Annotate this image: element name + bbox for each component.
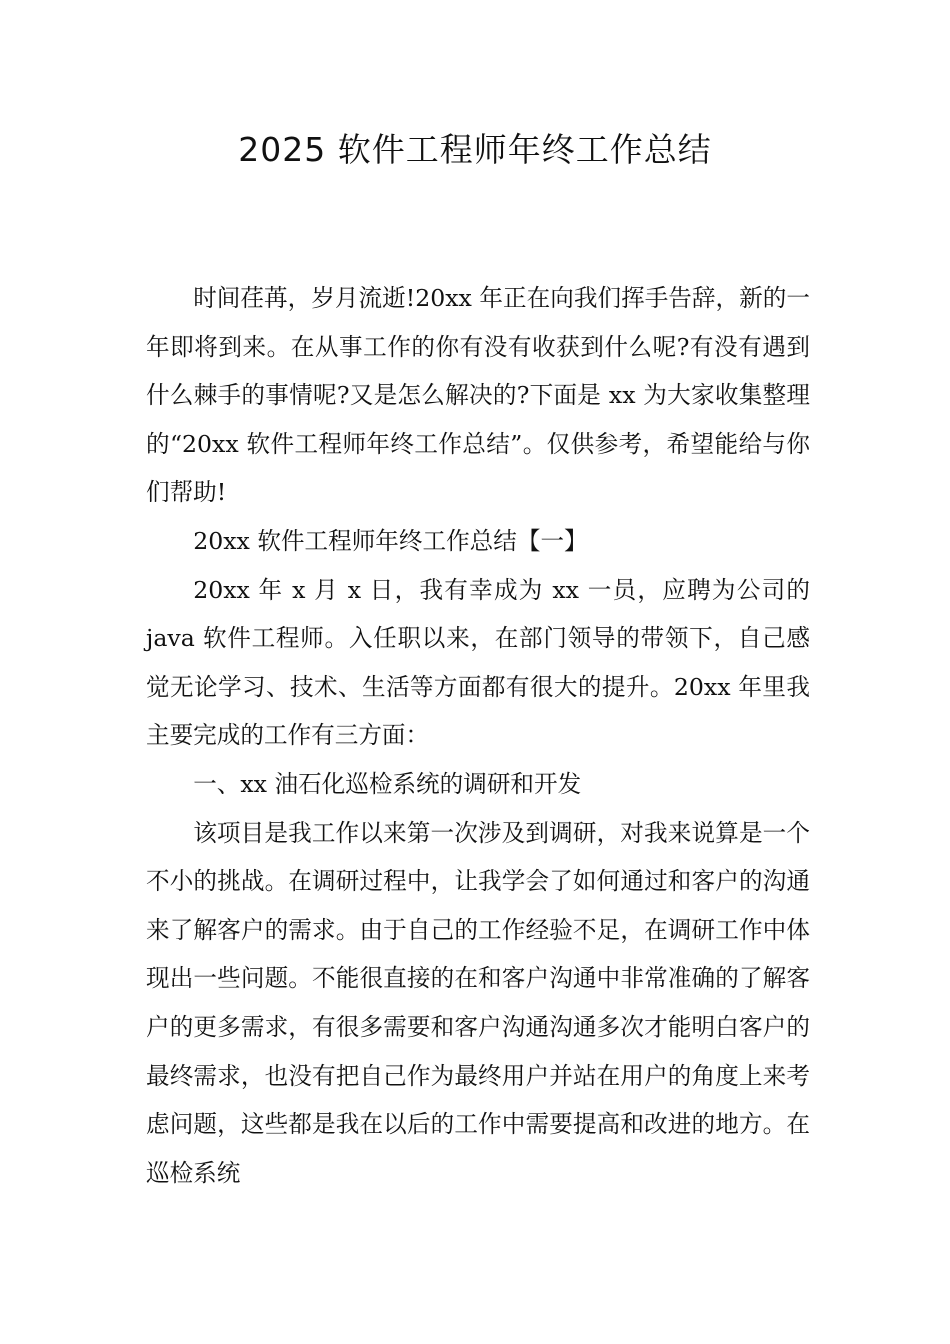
document-body xyxy=(146,274,810,1197)
paragraph-overview: 20xx 年 x 月 x 日，我有幸成为 xx 一员，应聘为公司的 java 软件工程师。入任职以来，在部门领导的带领下，自己感觉无论学习、技术、生活等方面都有很大的提升。20xx 年里我主要完成的工作有三方面： xyxy=(146,575,810,750)
paragraph-project: 该项目是我工作以来第一次涉及到调研，对我来说算是一个不小的挑战。在调研过程中，让我学会了如何通过和客户的沟通来了解客户的需求。由于自己的工作经验不足，在调研工作中体现出一些问题。不能很直接的在和客户沟通中非常准确的了解客户的更多需求，有很多需要和客户沟通沟通多次才能明白客户的最终需求，也没有把自己作为最终用户并站在用户的角度上来考虑问题，这些都是我在以后的工作中需要提高和改进的地方。在巡检系统 xyxy=(146,818,810,1187)
paragraph-intro: 时间荏苒，岁月流逝!20xx 年正在向我们挥手告辞，新的一年即将到来。在从事工作的你有没有收获到什么呢?有没有遇到什么棘手的事情呢?又是怎么解决的?下面是 xx 为大家收集整理的“20xx 软件工程师年终工作总结”。仅供参考，希望能给与你们帮助! xyxy=(146,284,810,507)
document-title: 2025 软件工程师年终工作总结 xyxy=(238,130,712,169)
section-heading-1: 20xx 软件工程师年终工作总结【一】 xyxy=(193,526,588,555)
subsection-heading-1: 一、xx 油石化巡检系统的调研和开发 xyxy=(193,769,582,798)
